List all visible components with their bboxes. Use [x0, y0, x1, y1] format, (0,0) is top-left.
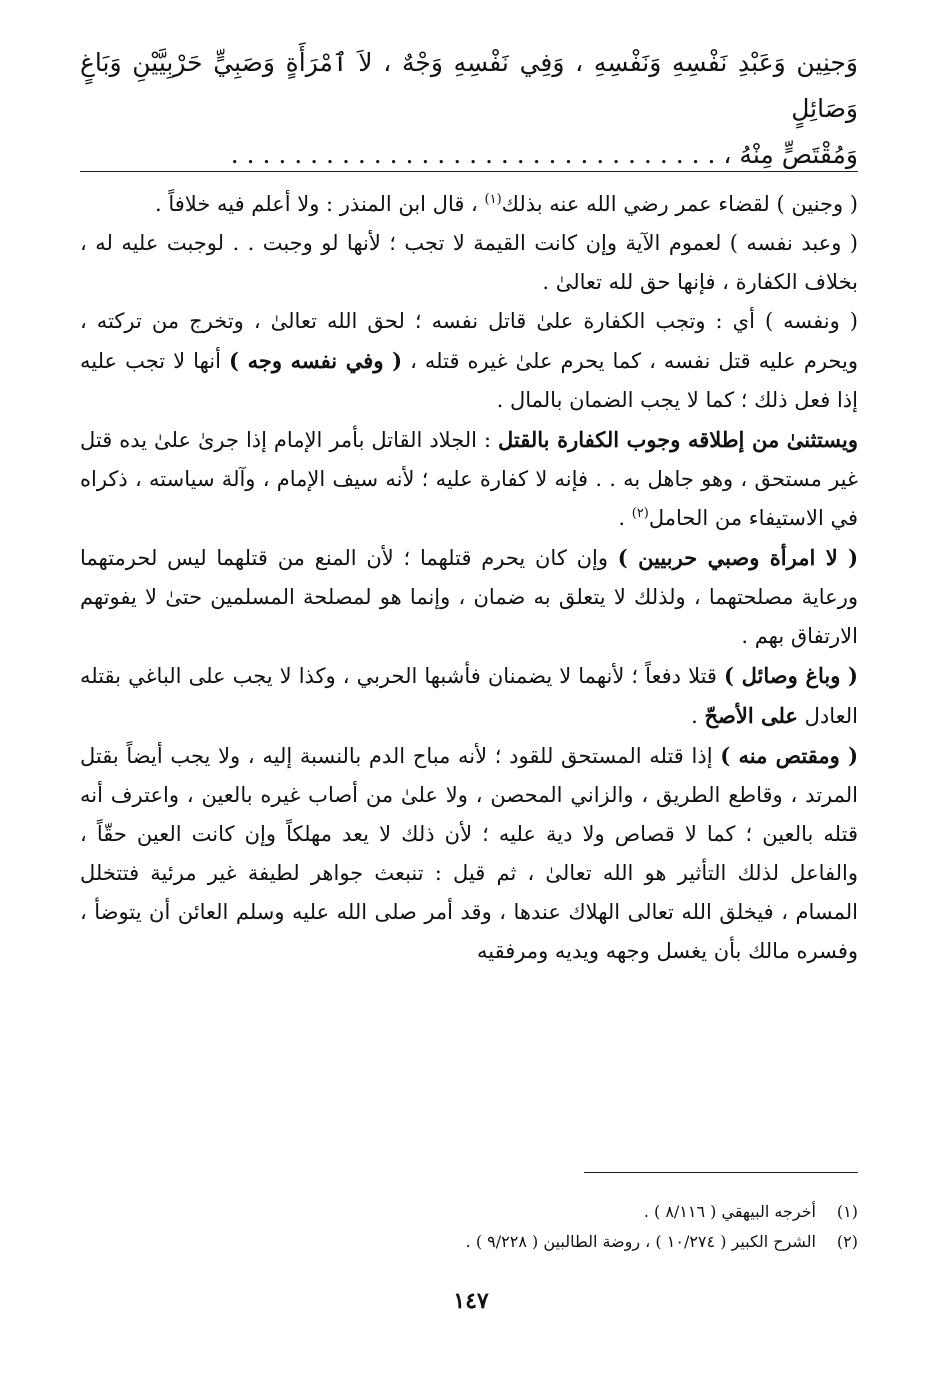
matn-ellipsis-dots: . . . . . . . . . . . . . . . . . . . . . . . . . . . . . . . [230, 140, 716, 169]
p5-bold-term: ( لا امرأة وصبي حربيين ) [617, 545, 859, 570]
footnote-separator-rule [584, 1172, 858, 1173]
footnote-1-text: أخرجه البيهقي ( ٨/١١٦ ) . [643, 1202, 816, 1221]
commentary-paragraph-5 [80, 538, 858, 656]
commentary-paragraph-6 [80, 656, 858, 736]
footnote-2-number: (٢) [836, 1232, 858, 1251]
p6-bold-ruling: على الأصحّ [704, 703, 798, 728]
matn-line-2-text: وَمُقْتَصٍّ مِنْهُ ، [723, 140, 858, 169]
p5-text-b: وإن كان يحرم قتلهما ؛ لأن المنع من قتلهما ليس لحرمتهما ورعاية مصلحتهما ، ولذلك لا يتعلق به ضمان ، وإنما هو لمصلحة المسلمين حتىٰ لا يفوتهم الارتفاق بهم . [80, 546, 858, 648]
commentary-paragraph-2: ( وعبد نفسه ) لعموم الآية وإن كانت القيمة لا تجب ؛ لأنها لو وجبت . . لوجبت عليه له ، بخلاف الكفارة ، فإنها حق لله تعالىٰ . [80, 231, 858, 294]
footnote-2-text: الشرح الكبير ( ١٠/٢٧٤ ) ، روضة الطالبين ( ٩/٢٢٨ ) . [465, 1232, 816, 1251]
p3-text-c: أنها لا تجب عليه إذا فعل ذلك ؛ كما لا يجب الضمان بالمال . [80, 349, 858, 412]
footnote-1 [80, 1197, 858, 1227]
p6-text-d: . [691, 704, 705, 728]
commentary-paragraph-1 [80, 185, 858, 224]
p3-bold-term: ( وفي نفسه وجه ) [228, 348, 403, 373]
commentary-paragraph-3 [80, 302, 858, 420]
footnote-ref-1[interactable]: (١) [484, 192, 502, 207]
commentary-paragraph-4 [80, 420, 858, 538]
p1-text-b: ، قال ابن المنذر : ولا أعلم فيه خلافاً . [155, 192, 485, 216]
p7-bold-term: ( ومقتص منه ) [720, 743, 858, 768]
footnote-1-number: (١) [836, 1202, 858, 1221]
matn-line-1: وَجنِين وَعَبْدِ نَفْسِهِ وَنَفْسِهِ ، وَفِي نَفْسِهِ وَجْهٌ ، لاَ ٱمْرَأَةٍ وَصَبِيٍّ حَرْبِيَّيْنِ وَبَاغٍ وَصَائِلٍ [80, 48, 858, 123]
footnotes-block [80, 1197, 858, 1257]
p7-text-b: إذا قتله المستحق للقود ؛ لأنه مباح الدم بالنسبة إليه ، ولا يجب أيضاً بقتل المرتد ، وقاطع الطريق ، والزاني المحصن ، ولا علىٰ من أصاب غيره بالعين ، واعترف أنه قتله بالعين ؛ كما لا قصاص ولا دية عليه ؛ لأن ذلك لا يعد مهلكاً وإن كانت العين حقّاً ، والفاعل لذلك التأثير هو الله تعالىٰ ، ثم قيل : تنبعث جواهر لطيفة غير مرئية فتتخلل المسام ، فيخلق الله تعالى الهلاك عندها ، وقد أمر صلى الله عليه وسلم العائن أن يتوضأ ، وفسره مالك بأن يغسل وجهه ويديه ومرفقيه [80, 744, 858, 963]
commentary-paragraph-7 [80, 736, 858, 971]
footnote-ref-2[interactable]: (٢) [631, 506, 649, 521]
matn-separator-rule [80, 171, 858, 172]
commentary-block [80, 185, 858, 971]
p3-text-a: ( ونفسه ) أي : وتجب الكفارة علىٰ قاتل نفسه ؛ لحق الله تعالىٰ ، وتخرج من تركته ، ويحرم عليه قتل نفسه ، كما يحرم علىٰ غيره قتله ، [80, 309, 858, 373]
p1-text-a: ( وجنين ) لقضاء عمر رضي الله عنه بذلك [501, 192, 858, 216]
matn-block [80, 40, 858, 178]
p4-bold-term: ويستثنىٰ من إطلاقه وجوب الكفارة بالقتل [497, 427, 859, 452]
p4-text-c: . [618, 506, 632, 530]
page-number: ١٤٧ [453, 1288, 489, 1314]
p6-text-b: قتلا دفعاً ؛ لأنهما لا يضمنان فأشبها الحربي ، وكذا لا يجب على الباغي بقتله العادل [80, 664, 858, 728]
footnote-2 [80, 1227, 858, 1257]
p4-text-b: : الجلاد القاتل بأمر الإمام إذا جرىٰ علىٰ يده قتل غير مستحق ، وهو جاهل به . . فإنه لا كفارة عليه ؛ لأنه سيف الإمام ، وآلة سياسته ، ذكراه في الاستيفاء من الحامل [80, 428, 858, 530]
p6-bold-term: ( وباغ وصائل ) [724, 663, 858, 688]
